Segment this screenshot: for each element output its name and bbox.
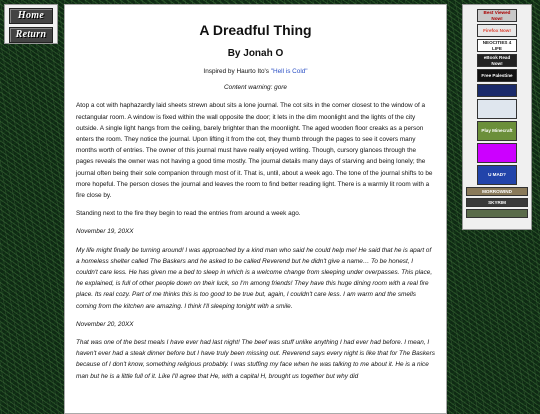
- morrowind-badge-icon[interactable]: MORROWIND: [466, 187, 528, 196]
- content-warning: Content warning: gore: [224, 84, 287, 92]
- story-panel: [64, 4, 447, 414]
- minecraft-badge-icon[interactable]: Play Minecraft: [477, 121, 517, 141]
- skyrim-badge-icon[interactable]: SKYRIM: [466, 198, 528, 207]
- home-button[interactable]: Home: [9, 8, 53, 24]
- fire-paragraph: Standing next to the fire they begin to read the entries from around a week ago.: [76, 210, 301, 218]
- site-nav: [4, 4, 58, 44]
- inspiration-line: [76, 66, 435, 77]
- best-viewed-badge-icon[interactable]: Best Viewed Now!: [477, 9, 517, 22]
- portal-badge-icon[interactable]: [477, 99, 517, 119]
- inspiration-prefix: Inspired by Haurto Ito's: [203, 68, 271, 75]
- hell-is-cold-link[interactable]: "Hell is Cold": [270, 68, 308, 75]
- rainbow-badge-icon[interactable]: [477, 143, 517, 163]
- return-button[interactable]: Return: [9, 27, 53, 43]
- journal-entry-2: That was one of the best meals I have ever had last night! The beef was stuff unlike anything I had ever had before. I mean, I haven't ever had a steak dinner before but I have truly been missing out. Reverend says every night is like that for The Baskers because of I don't know, something religious probably. I was stuffing my face when he was talking to me about it. He is a nice man but he is a little full of it. Like I'll agree that He, with a capital H, brought us together but why did: [76, 339, 435, 380]
- firefox-badge-icon[interactable]: Firefox Now!: [477, 24, 517, 37]
- badge-sidebar: [462, 4, 532, 230]
- dark-souls-badge-icon[interactable]: [466, 209, 528, 218]
- neocities-badge-icon[interactable]: NEOCITIES 4 LIFE: [477, 39, 517, 52]
- journal-entry-1: My life might finally be turning around! I was approached by a kind man who said he could help me! He said that he is apart of a homeless shelter called The Baskers and he asked to be called Reverend but he didn't give a name… To be honest, I couldn't care less. He has given me a bed to sleep in which is a welcome change from sleeping under overpasses. This place, he explained, is full of other people down on their luck, so I'm among friends! They have this huge dining room with a real fire place. Its real cozy. Part of me thinks this is too good to be true but, again, I couldn't care less. I am warm and the smells coming from the kitchen are amazing. I think I'll sleeping tonight with a smile.: [76, 246, 433, 310]
- entry-date-1: November 19, 20XX: [76, 228, 134, 236]
- intro-paragraph: Atop a cot with haphazardly laid sheets strewn about sits a lone journal. The cot sits in the corner closest to the window of a rectangular room. A window is fixed within the wall opposite the door; it lets in the dim moonlight and the lights of the city outside. A single light hangs from the ceiling, barely brighter than the moonlight. The aged wooden floor creaks as a person enters the room. They notice the journal. Upon lifting it from the cot, they thumb through the pages to see it covers many months worth of entries. The owner of this journal must have really enjoyed writing. Though, cursory glances through the pages reveals the owner was not having a good time mostly. The journal details many days of starving and being lonely; the journal often being their sole companion through most of it. That is, until, about a week ago. The tone of the journal shifts to be more hopeful. The person closes the journal and leaves the room to find better reading light. There is a warmly lit room with a fire close by.: [76, 102, 433, 200]
- entry-date-2: November 20, 20XX: [76, 320, 134, 328]
- story-title: A Dreadful Thing: [199, 22, 312, 38]
- story-byline: By Jonah O: [227, 48, 284, 59]
- ebook-badge-icon[interactable]: eBook Read Now!: [477, 54, 517, 67]
- nyan-cat-badge-icon[interactable]: [477, 84, 517, 97]
- free-palestine-badge-icon[interactable]: Free Palestine: [477, 69, 517, 82]
- u-mad-badge-icon[interactable]: U MAD?: [477, 165, 517, 185]
